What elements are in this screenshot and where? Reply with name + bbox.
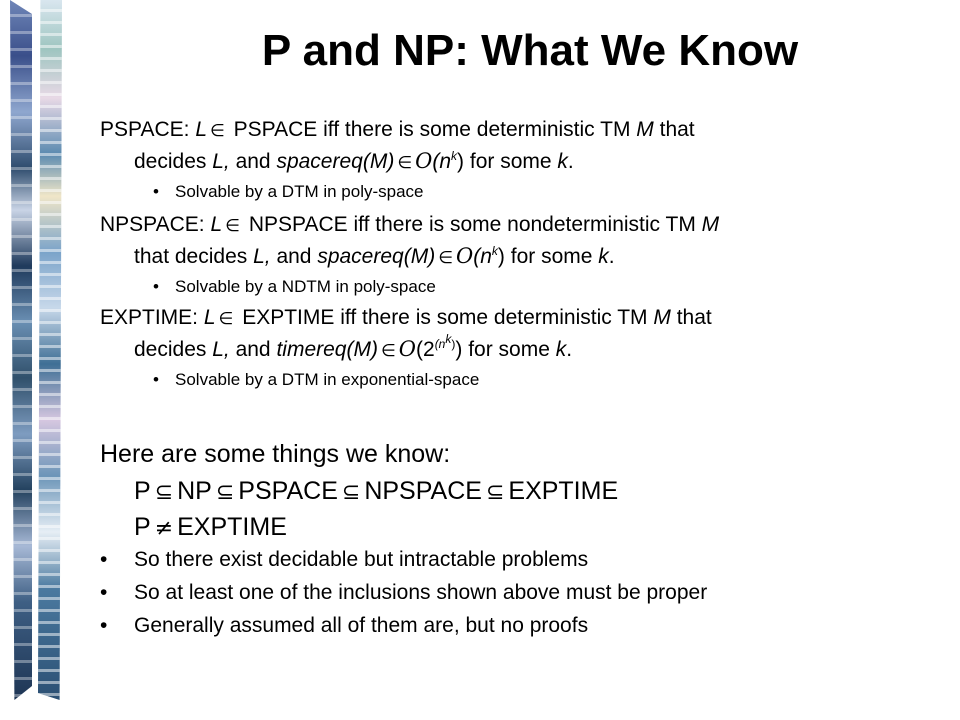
known-heading: Here are some things we know: <box>100 440 451 468</box>
inclusion-chain: P ⊆ NP ⊆ PSPACE ⊆ NPSPACE ⊆ EXPTIME <box>134 477 619 505</box>
bullet-npspace: • Solvable by a NDTM in poly-space <box>153 277 436 296</box>
bullet-exptime: • Solvable by a DTM in exponential-space <box>153 370 480 389</box>
bullet-dot: • <box>100 548 108 571</box>
decorative-art-strip-right <box>38 0 62 700</box>
bullet-dot: • <box>100 581 108 604</box>
list-item: • Generally assumed all of them are, but no proofs <box>134 611 894 641</box>
definition-exptime: EXPTIME: L ∈ EXPTIME iff there is some deterministic TM M that decides L, and timereq(M) ∈ $O(2^{(n^k)})$ for some k. <box>100 306 712 361</box>
list-item: • So at least one of the inclusions shown above must be proper <box>134 578 894 608</box>
definition-pspace: PSPACE: L ∈ PSPACE iff there is some deterministic TM M that decides L, and spacereq(M) ∈ $O(n^k)$ for some k. <box>100 118 695 173</box>
list-item: • So there exist decidable but intractable problems <box>134 545 894 575</box>
bullet-dot: • <box>153 277 159 296</box>
bullet-dot: • <box>100 614 108 637</box>
bullet-pspace: • Solvable by a DTM in poly-space <box>153 182 424 201</box>
bullet-dot: • <box>153 370 159 389</box>
bullet-dot: • <box>153 182 159 201</box>
slide-title: P and NP: What We Know <box>261 26 799 75</box>
definition-npspace: NPSPACE: L ∈ NPSPACE iff there is some nondeterministic TM M that decides L, and spacereq(M) ∈ $O(n^k)$ for some k. <box>100 213 720 268</box>
decorative-art-strip-left <box>10 0 32 700</box>
inequality-statement: P ≠ EXPTIME <box>134 513 287 541</box>
